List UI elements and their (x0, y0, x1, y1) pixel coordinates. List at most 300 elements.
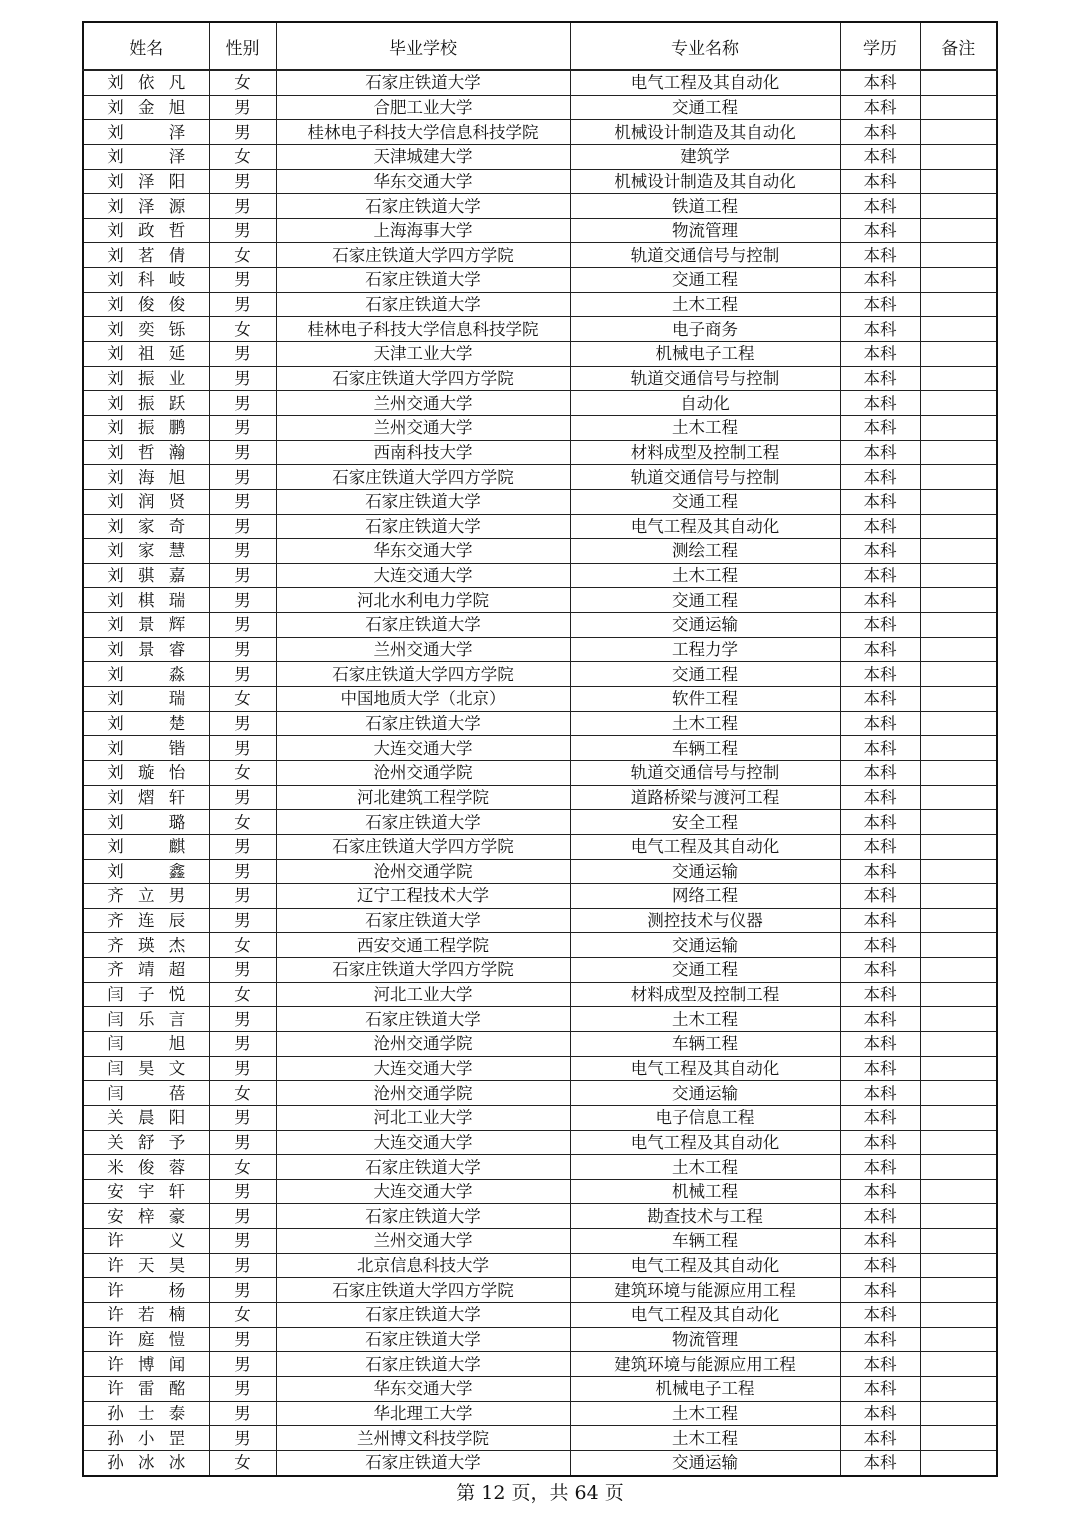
name-cell (83, 1155, 209, 1180)
degree-cell: 本科 (840, 662, 920, 687)
school-cell: 石家庄铁道大学四方学院 (276, 1278, 570, 1303)
gender-cell: 男 (209, 1352, 276, 1377)
gender-cell: 男 (209, 218, 276, 243)
remarks-cell (920, 613, 997, 638)
major-cell: 软件工程 (570, 687, 840, 712)
name-cell (83, 810, 209, 835)
table-row (83, 465, 997, 490)
table-row (83, 1426, 997, 1451)
table-row (83, 514, 997, 539)
gender-cell: 男 (209, 194, 276, 219)
degree-cell: 本科 (840, 834, 920, 859)
gender-cell: 男 (209, 366, 276, 391)
degree-cell: 本科 (840, 1229, 920, 1254)
school-cell: 沧州交通学院 (276, 859, 570, 884)
table-row (83, 760, 997, 785)
school-cell: 石家庄铁道大学 (276, 1155, 570, 1180)
name-cell (83, 514, 209, 539)
remarks-cell (920, 1327, 997, 1352)
school-cell: 华东交通大学 (276, 539, 570, 564)
gender-cell: 女 (209, 1303, 276, 1328)
remarks-cell (920, 1352, 997, 1377)
remarks-cell (920, 1130, 997, 1155)
remarks-cell (920, 465, 997, 490)
student-name: 关晨阳 (107, 1108, 186, 1128)
gender-cell: 男 (209, 785, 276, 810)
student-name: 刘科岐 (107, 270, 186, 290)
table-row (83, 342, 997, 367)
name-cell (83, 588, 209, 613)
table-row (83, 1031, 997, 1056)
gender-cell: 男 (209, 1204, 276, 1229)
gender-cell: 男 (209, 1056, 276, 1081)
name-cell (83, 687, 209, 712)
school-cell: 石家庄铁道大学 (276, 1450, 570, 1475)
table-row (83, 687, 997, 712)
student-name: 刘璐 (107, 812, 186, 832)
student-name: 刘楚 (107, 713, 186, 733)
name-cell (83, 785, 209, 810)
gender-cell: 男 (209, 859, 276, 884)
school-cell: 石家庄铁道大学 (276, 1303, 570, 1328)
school-cell: 石家庄铁道大学四方学院 (276, 834, 570, 859)
table-row (83, 218, 997, 243)
table-header (83, 22, 997, 70)
major-cell: 交通工程 (570, 662, 840, 687)
major-cell: 土木工程 (570, 1155, 840, 1180)
table-row (83, 613, 997, 638)
major-cell: 土木工程 (570, 292, 840, 317)
school-cell: 兰州交通大学 (276, 637, 570, 662)
student-name: 刘景睿 (107, 640, 186, 660)
table-row (83, 169, 997, 194)
degree-cell: 本科 (840, 736, 920, 761)
student-name: 刘振业 (107, 369, 186, 388)
name-cell (83, 1303, 209, 1328)
student-name: 刘金旭 (107, 97, 186, 117)
remarks-cell (920, 1031, 997, 1056)
remarks-cell (920, 268, 997, 293)
degree-cell: 本科 (840, 1303, 920, 1328)
name-cell (83, 958, 209, 983)
degree-cell: 本科 (840, 1253, 920, 1278)
name-cell (83, 1204, 209, 1229)
school-cell: 兰州博文科技学院 (276, 1426, 570, 1451)
gender-cell: 女 (209, 1450, 276, 1475)
student-name: 刘润贤 (107, 492, 186, 512)
gender-cell: 男 (209, 908, 276, 933)
table-row (83, 933, 997, 958)
name-cell (83, 834, 209, 859)
name-cell (83, 859, 209, 884)
major-cell: 车辆工程 (570, 1229, 840, 1254)
student-name: 刘鑫 (107, 861, 186, 881)
school-cell: 大连交通大学 (276, 736, 570, 761)
school-cell: 河北工业大学 (276, 1105, 570, 1130)
remarks-cell (920, 834, 997, 859)
student-name: 刘祖延 (107, 344, 186, 364)
school-cell: 石家庄铁道大学四方学院 (276, 958, 570, 983)
major-cell: 电气工程及其自动化 (570, 1303, 840, 1328)
student-name: 孙冰冰 (107, 1453, 186, 1473)
school-cell: 北京信息科技大学 (276, 1253, 570, 1278)
remarks-cell (920, 70, 997, 95)
degree-cell: 本科 (840, 1056, 920, 1081)
degree-cell: 本科 (840, 1426, 920, 1451)
gender-cell: 男 (209, 514, 276, 539)
gender-cell: 男 (209, 834, 276, 859)
major-cell: 机械设计制造及其自动化 (570, 169, 840, 194)
major-cell: 土木工程 (570, 563, 840, 588)
school-cell: 沧州交通学院 (276, 760, 570, 785)
degree-cell: 本科 (840, 810, 920, 835)
student-name: 刘泽阳 (107, 171, 186, 191)
remarks-cell (920, 1056, 997, 1081)
remarks-cell (920, 317, 997, 342)
student-name: 齐连辰 (107, 911, 186, 931)
school-cell: 石家庄铁道大学 (276, 1007, 570, 1032)
major-cell: 工程力学 (570, 637, 840, 662)
school-cell: 大连交通大学 (276, 1056, 570, 1081)
major-cell: 测绘工程 (570, 539, 840, 564)
major-cell: 材料成型及控制工程 (570, 440, 840, 465)
table-row (83, 1204, 997, 1229)
degree-cell: 本科 (840, 415, 920, 440)
major-cell: 材料成型及控制工程 (570, 982, 840, 1007)
table-row (83, 1278, 997, 1303)
remarks-cell (920, 859, 997, 884)
degree-cell: 本科 (840, 1352, 920, 1377)
major-cell: 轨道交通信号与控制 (570, 366, 840, 391)
student-name: 刘泽 (107, 147, 186, 167)
remarks-cell (920, 958, 997, 983)
name-cell (83, 70, 209, 95)
school-cell: 石家庄铁道大学 (276, 1352, 570, 1377)
major-cell: 机械电子工程 (570, 342, 840, 367)
degree-cell: 本科 (840, 711, 920, 736)
student-name: 许博闻 (107, 1354, 186, 1374)
major-cell: 轨道交通信号与控制 (570, 243, 840, 268)
table-row (83, 662, 997, 687)
student-name: 刘依凡 (107, 73, 186, 93)
student-name: 齐靖超 (107, 960, 186, 980)
school-cell: 华东交通大学 (276, 1376, 570, 1401)
student-name: 孙士泰 (107, 1403, 186, 1423)
table-row (83, 1179, 997, 1204)
major-cell: 土木工程 (570, 1401, 840, 1426)
student-name: 许杨 (107, 1280, 186, 1300)
degree-cell: 本科 (840, 1179, 920, 1204)
name-cell (83, 613, 209, 638)
table-row (83, 292, 997, 317)
table-row (83, 1401, 997, 1426)
degree-cell: 本科 (840, 588, 920, 613)
table-row (83, 391, 997, 416)
gender-cell: 男 (209, 440, 276, 465)
table-row (83, 1130, 997, 1155)
student-name: 刘麒 (107, 837, 186, 857)
degree-cell: 本科 (840, 539, 920, 564)
remarks-cell (920, 1303, 997, 1328)
major-cell: 交通运输 (570, 933, 840, 958)
degree-cell: 本科 (840, 169, 920, 194)
school-cell: 石家庄铁道大学四方学院 (276, 662, 570, 687)
degree-cell: 本科 (840, 637, 920, 662)
table-row (83, 95, 997, 120)
header-row (83, 22, 997, 70)
remarks-cell (920, 292, 997, 317)
degree-cell: 本科 (840, 1376, 920, 1401)
remarks-cell (920, 810, 997, 835)
student-name: 齐瑛杰 (107, 935, 186, 955)
school-cell: 天津工业大学 (276, 342, 570, 367)
gender-cell: 男 (209, 884, 276, 909)
header-remarks: 备注 (920, 22, 997, 70)
degree-cell: 本科 (840, 95, 920, 120)
name-cell (83, 563, 209, 588)
degree-cell: 本科 (840, 70, 920, 95)
major-cell: 交通工程 (570, 489, 840, 514)
major-cell: 轨道交通信号与控制 (570, 465, 840, 490)
name-cell (83, 169, 209, 194)
student-name: 许雷酩 (107, 1379, 186, 1399)
major-cell: 土木工程 (570, 415, 840, 440)
major-cell: 机械电子工程 (570, 1376, 840, 1401)
student-name: 关舒予 (107, 1132, 186, 1152)
table-row (83, 1352, 997, 1377)
degree-cell: 本科 (840, 465, 920, 490)
major-cell: 安全工程 (570, 810, 840, 835)
remarks-cell (920, 1426, 997, 1451)
degree-cell: 本科 (840, 785, 920, 810)
name-cell (83, 1401, 209, 1426)
school-cell: 石家庄铁道大学 (276, 489, 570, 514)
remarks-cell (920, 1081, 997, 1106)
major-cell: 交通工程 (570, 95, 840, 120)
student-name: 刘淼 (107, 664, 186, 684)
degree-cell: 本科 (840, 958, 920, 983)
remarks-cell (920, 391, 997, 416)
remarks-cell (920, 194, 997, 219)
degree-cell: 本科 (840, 982, 920, 1007)
degree-cell: 本科 (840, 933, 920, 958)
degree-cell: 本科 (840, 859, 920, 884)
gender-cell: 男 (209, 588, 276, 613)
school-cell: 兰州交通大学 (276, 1229, 570, 1254)
major-cell: 机械设计制造及其自动化 (570, 120, 840, 145)
student-name: 刘璇怡 (107, 763, 186, 783)
name-cell (83, 637, 209, 662)
school-cell: 天津城建大学 (276, 144, 570, 169)
degree-cell: 本科 (840, 1327, 920, 1352)
gender-cell: 女 (209, 982, 276, 1007)
name-cell (83, 218, 209, 243)
name-cell (83, 884, 209, 909)
remarks-cell (920, 95, 997, 120)
student-name: 刘政哲 (107, 221, 186, 241)
school-cell: 河北建筑工程学院 (276, 785, 570, 810)
remarks-cell (920, 760, 997, 785)
degree-cell: 本科 (840, 1031, 920, 1056)
school-cell: 中国地质大学（北京） (276, 687, 570, 712)
degree-cell: 本科 (840, 884, 920, 909)
major-cell: 土木工程 (570, 711, 840, 736)
school-cell: 大连交通大学 (276, 1179, 570, 1204)
school-cell: 桂林电子科技大学信息科技学院 (276, 120, 570, 145)
major-cell: 电子商务 (570, 317, 840, 342)
name-cell (83, 1105, 209, 1130)
remarks-cell (920, 440, 997, 465)
name-cell (83, 391, 209, 416)
student-name: 齐立男 (107, 886, 186, 906)
major-cell: 电气工程及其自动化 (570, 1056, 840, 1081)
student-name: 刘锴 (107, 738, 186, 758)
table-row (83, 539, 997, 564)
name-cell (83, 243, 209, 268)
major-cell: 电子信息工程 (570, 1105, 840, 1130)
name-cell (83, 982, 209, 1007)
school-cell: 大连交通大学 (276, 563, 570, 588)
major-cell: 自动化 (570, 391, 840, 416)
school-cell: 大连交通大学 (276, 1130, 570, 1155)
school-cell: 华北理工大学 (276, 1401, 570, 1426)
major-cell: 交通运输 (570, 1081, 840, 1106)
remarks-cell (920, 1278, 997, 1303)
gender-cell: 男 (209, 1031, 276, 1056)
major-cell: 交通工程 (570, 268, 840, 293)
school-cell: 辽宁工程技术大学 (276, 884, 570, 909)
major-cell: 土木工程 (570, 1007, 840, 1032)
gender-cell: 男 (209, 1327, 276, 1352)
degree-cell: 本科 (840, 440, 920, 465)
degree-cell: 本科 (840, 1007, 920, 1032)
student-name: 闫昊文 (107, 1058, 186, 1078)
degree-cell: 本科 (840, 760, 920, 785)
student-name: 安宇轩 (107, 1182, 186, 1202)
student-name: 闫乐言 (107, 1009, 186, 1029)
table-row (83, 1056, 997, 1081)
name-cell (83, 1352, 209, 1377)
major-cell: 电气工程及其自动化 (570, 514, 840, 539)
name-cell (83, 120, 209, 145)
name-cell (83, 1056, 209, 1081)
student-name: 米俊蓉 (107, 1157, 186, 1177)
gender-cell: 男 (209, 662, 276, 687)
major-cell: 交通工程 (570, 958, 840, 983)
gender-cell: 女 (209, 1081, 276, 1106)
table-row (83, 834, 997, 859)
gender-cell: 男 (209, 489, 276, 514)
degree-cell: 本科 (840, 194, 920, 219)
name-cell (83, 366, 209, 391)
major-cell: 勘查技术与工程 (570, 1204, 840, 1229)
school-cell: 河北水利电力学院 (276, 588, 570, 613)
school-cell: 石家庄铁道大学 (276, 194, 570, 219)
degree-cell: 本科 (840, 268, 920, 293)
name-cell (83, 1327, 209, 1352)
student-name: 许庭愷 (107, 1329, 186, 1349)
remarks-cell (920, 687, 997, 712)
school-cell: 华东交通大学 (276, 169, 570, 194)
school-cell: 合肥工业大学 (276, 95, 570, 120)
degree-cell: 本科 (840, 563, 920, 588)
name-cell (83, 144, 209, 169)
school-cell: 石家庄铁道大学四方学院 (276, 243, 570, 268)
major-cell: 建筑环境与能源应用工程 (570, 1352, 840, 1377)
gender-cell: 女 (209, 760, 276, 785)
degree-cell: 本科 (840, 243, 920, 268)
remarks-cell (920, 366, 997, 391)
name-cell (83, 1450, 209, 1475)
name-cell (83, 292, 209, 317)
table-row (83, 268, 997, 293)
major-cell: 轨道交通信号与控制 (570, 760, 840, 785)
remarks-cell (920, 884, 997, 909)
student-name: 闫子悦 (107, 985, 186, 1005)
remarks-cell (920, 1450, 997, 1475)
remarks-cell (920, 342, 997, 367)
gender-cell: 男 (209, 1253, 276, 1278)
header-name: 姓名 (83, 22, 209, 70)
gender-cell: 男 (209, 391, 276, 416)
gender-cell: 男 (209, 169, 276, 194)
remarks-cell (920, 218, 997, 243)
remarks-cell (920, 982, 997, 1007)
remarks-cell (920, 489, 997, 514)
table-row (83, 1081, 997, 1106)
major-cell: 物流管理 (570, 1327, 840, 1352)
student-name: 刘哲瀚 (107, 442, 186, 462)
remarks-cell (920, 1253, 997, 1278)
remarks-cell (920, 415, 997, 440)
student-roster-table (82, 21, 998, 1477)
remarks-cell (920, 637, 997, 662)
student-name: 许义 (107, 1231, 186, 1251)
table-row (83, 785, 997, 810)
major-cell: 车辆工程 (570, 736, 840, 761)
student-name: 安梓豪 (107, 1206, 186, 1226)
degree-cell: 本科 (840, 1155, 920, 1180)
remarks-cell (920, 662, 997, 687)
major-cell: 电气工程及其自动化 (570, 834, 840, 859)
degree-cell: 本科 (840, 514, 920, 539)
name-cell (83, 268, 209, 293)
table-body (83, 70, 997, 1476)
degree-cell: 本科 (840, 292, 920, 317)
student-name: 刘泽 (107, 122, 186, 142)
table-row (83, 908, 997, 933)
student-name: 刘瑞 (107, 689, 186, 709)
student-name: 刘熠轩 (107, 787, 186, 807)
student-name: 许天昊 (107, 1256, 186, 1276)
school-cell: 石家庄铁道大学 (276, 908, 570, 933)
name-cell (83, 933, 209, 958)
school-cell: 桂林电子科技大学信息科技学院 (276, 317, 570, 342)
student-name: 闫旭 (107, 1034, 186, 1054)
gender-cell: 女 (209, 933, 276, 958)
table-row (83, 317, 997, 342)
table-row (83, 982, 997, 1007)
degree-cell: 本科 (840, 218, 920, 243)
gender-cell: 男 (209, 1130, 276, 1155)
school-cell: 兰州交通大学 (276, 391, 570, 416)
degree-cell: 本科 (840, 317, 920, 342)
major-cell: 交通工程 (570, 588, 840, 613)
remarks-cell (920, 243, 997, 268)
gender-cell: 男 (209, 1229, 276, 1254)
school-cell: 石家庄铁道大学 (276, 292, 570, 317)
name-cell (83, 342, 209, 367)
